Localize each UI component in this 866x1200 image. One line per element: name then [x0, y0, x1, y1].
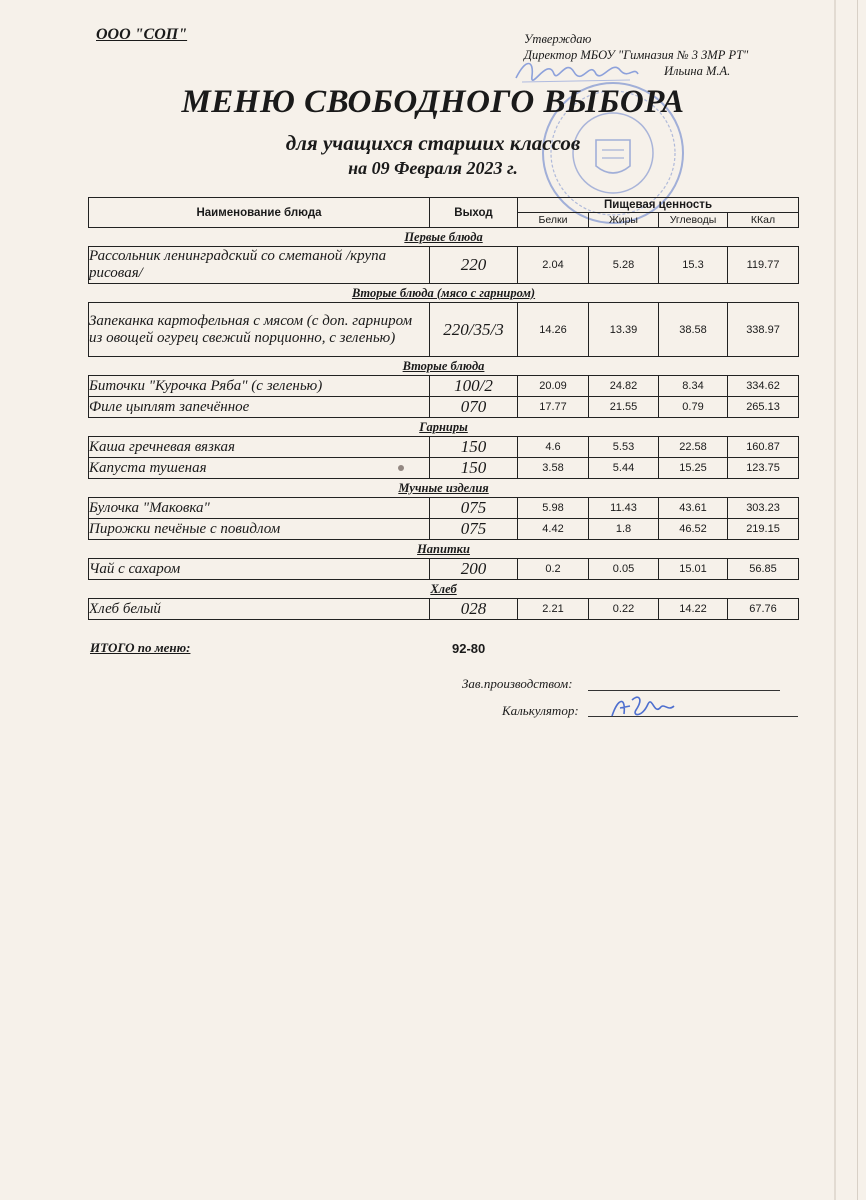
dish-protein: 14.26: [518, 303, 589, 357]
dish-fat: 5.44: [589, 458, 659, 479]
dish-protein: 17.77: [518, 397, 589, 418]
production-label: Зав.производством:: [462, 676, 573, 691]
dish-kcal: 338.97: [728, 303, 799, 357]
page-edge: [857, 0, 858, 1200]
section-title: Вторые блюда (мясо с гарниром): [89, 284, 799, 303]
dish-name: Хлеб белый: [89, 599, 430, 620]
dish-protein: 4.42: [518, 519, 589, 540]
dish-carbs: 0.79: [659, 397, 728, 418]
menu-table: [88, 197, 799, 620]
dish-name: Каша гречневая вязкая: [89, 437, 430, 458]
header-fat: Жиры: [589, 213, 659, 228]
dish-carbs: 15.25: [659, 458, 728, 479]
dish-fat: 11.43: [589, 498, 659, 519]
header-nutrition: Пищевая ценность: [518, 198, 799, 213]
menu-date: на 09 Февраля 2023 г.: [348, 158, 518, 178]
header-dish-name: Наименование блюда: [89, 198, 430, 228]
menu-title: МЕНЮ СВОБОДНОГО ВЫБОРА: [181, 84, 685, 120]
approval-label: Утверждаю: [524, 32, 592, 46]
dish-carbs: 22.58: [659, 437, 728, 458]
section-title: Мучные изделия: [89, 479, 799, 498]
dish-output: 028: [430, 599, 518, 620]
dish-fat: 13.39: [589, 303, 659, 357]
dish-protein: 0.2: [518, 559, 589, 580]
dish-name: Чай с сахаром: [89, 559, 430, 580]
table-row: [89, 437, 799, 458]
dish-kcal: 67.76: [728, 599, 799, 620]
table-row: [89, 498, 799, 519]
dish-output: 220/35/3: [430, 303, 518, 357]
dish-carbs: 46.52: [659, 519, 728, 540]
dish-name: Рассольник ленинградский со сметаной /крупа рисовая/: [89, 247, 430, 284]
header-protein: Белки: [518, 213, 589, 228]
dish-name: Булочка "Маковка": [89, 498, 430, 519]
table-row: [89, 303, 799, 357]
dish-protein: 5.98: [518, 498, 589, 519]
dish-carbs: 14.22: [659, 599, 728, 620]
dish-fat: 5.28: [589, 247, 659, 284]
table-row: [89, 376, 799, 397]
section-title: Первые блюда: [89, 228, 799, 247]
section-row: [89, 357, 799, 376]
dish-name: Запеканка картофельная с мясом (с доп. гарниром из овощей огурец свежий порционно, с зеленью): [89, 303, 430, 357]
approval-director: Директор МБОУ "Гимназия № 3 ЗМР РТ": [524, 48, 749, 62]
dish-protein: 2.21: [518, 599, 589, 620]
section-row: [89, 479, 799, 498]
table-row: [89, 397, 799, 418]
dish-output: 075: [430, 498, 518, 519]
menu-subtitle: для учащихся старших классов: [285, 131, 581, 155]
dish-kcal: 56.85: [728, 559, 799, 580]
dish-fat: 0.22: [589, 599, 659, 620]
header-carbs: Углеводы: [659, 213, 728, 228]
page-edge: [834, 0, 836, 1200]
dish-fat: 24.82: [589, 376, 659, 397]
section-row: [89, 284, 799, 303]
section-row: [89, 418, 799, 437]
dish-output: 150: [430, 458, 518, 479]
dish-kcal: 334.62: [728, 376, 799, 397]
table-row: [89, 559, 799, 580]
table-row: [89, 247, 799, 284]
dish-carbs: 8.34: [659, 376, 728, 397]
dish-kcal: 160.87: [728, 437, 799, 458]
dish-carbs: 15.01: [659, 559, 728, 580]
calculator-signature-icon: [608, 690, 678, 724]
dish-fat: 21.55: [589, 397, 659, 418]
dish-output: 075: [430, 519, 518, 540]
dish-name: Пирожки печёные с повидлом: [89, 519, 430, 540]
total-label: ИТОГО по меню:: [90, 640, 191, 655]
dish-name: Биточки "Курочка Ряба" (с зеленью): [89, 376, 430, 397]
dish-kcal: 265.13: [728, 397, 799, 418]
dish-output: 220: [430, 247, 518, 284]
section-row: [89, 580, 799, 599]
section-title: Гарниры: [89, 418, 799, 437]
dish-kcal: 303.23: [728, 498, 799, 519]
dish-kcal: 123.75: [728, 458, 799, 479]
table-row: [89, 458, 799, 479]
dish-protein: 3.58: [518, 458, 589, 479]
dish-carbs: 38.58: [659, 303, 728, 357]
total-value: 92-80: [452, 641, 486, 656]
table-row: [89, 599, 799, 620]
dish-name: Капуста тушеная: [89, 458, 430, 479]
dish-output: 150: [430, 437, 518, 458]
dish-carbs: 43.61: [659, 498, 728, 519]
header-output: Выход: [430, 198, 518, 228]
table-row: [89, 519, 799, 540]
dish-fat: 0.05: [589, 559, 659, 580]
dish-fat: 5.53: [589, 437, 659, 458]
section-row: [89, 540, 799, 559]
dish-kcal: 119.77: [728, 247, 799, 284]
ink-spot: [398, 465, 404, 471]
section-title: Хлеб: [89, 580, 799, 599]
section-title: Вторые блюда: [89, 357, 799, 376]
dish-protein: 4.6: [518, 437, 589, 458]
section-row: [89, 228, 799, 247]
dish-protein: 20.09: [518, 376, 589, 397]
dish-kcal: 219.15: [728, 519, 799, 540]
organization-name: ООО "СОП": [96, 26, 188, 43]
header-kcal: ККал: [728, 213, 799, 228]
dish-fat: 1.8: [589, 519, 659, 540]
approval-name: Ильина М.А.: [664, 64, 731, 78]
dish-output: 070: [430, 397, 518, 418]
dish-carbs: 15.3: [659, 247, 728, 284]
calculator-label: Калькулятор:: [502, 703, 579, 718]
dish-name: Филе цыплят запечённое: [89, 397, 430, 418]
section-title: Напитки: [89, 540, 799, 559]
dish-output: 100/2: [430, 376, 518, 397]
dish-protein: 2.04: [518, 247, 589, 284]
dish-output: 200: [430, 559, 518, 580]
